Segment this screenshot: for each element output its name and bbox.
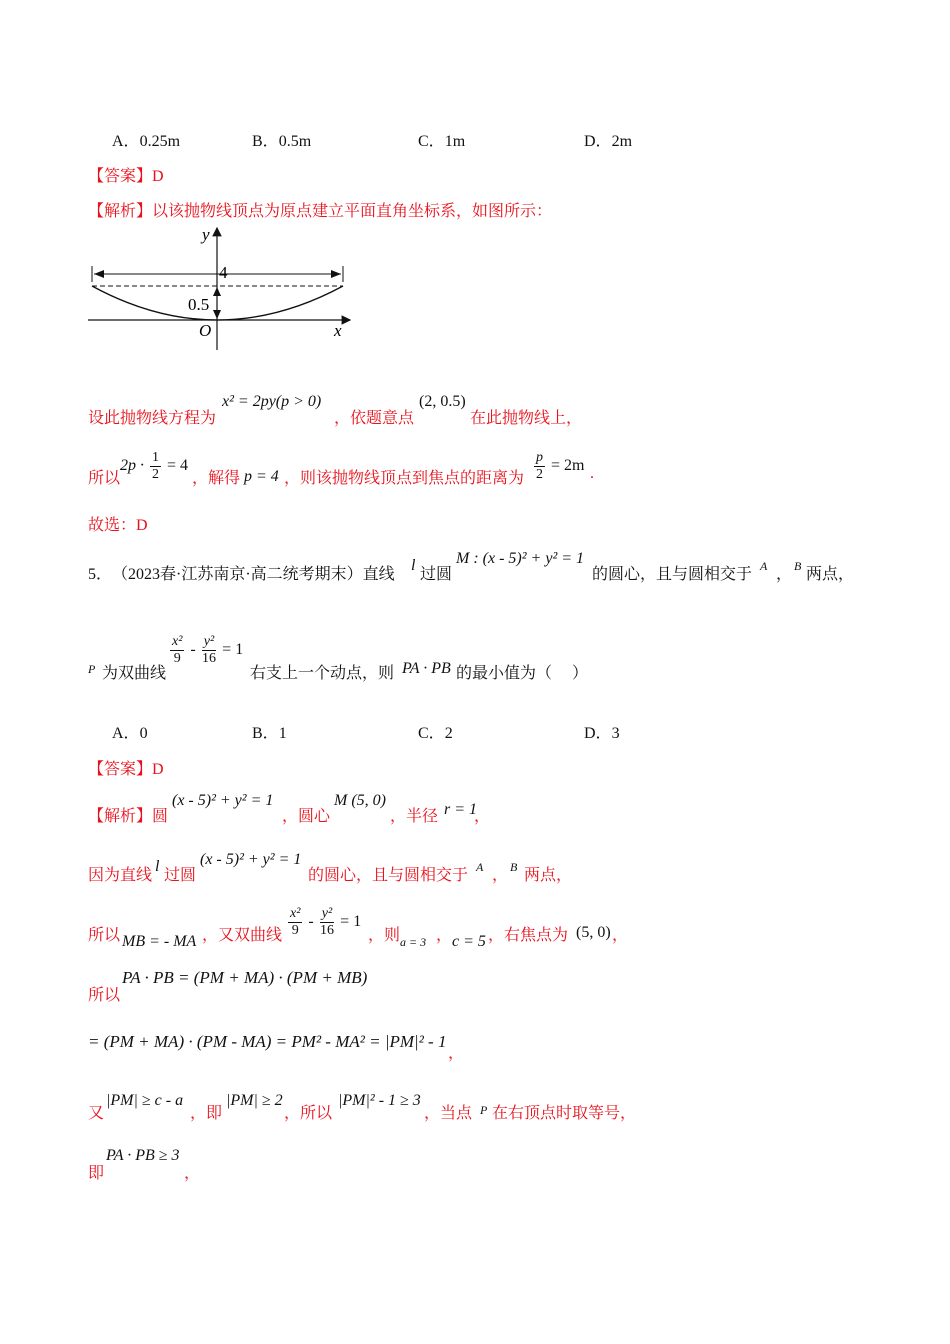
q4-option-c: C．1m bbox=[418, 133, 466, 150]
q5-s6-b: ，即 bbox=[190, 1105, 223, 1122]
q5-line-l: l bbox=[411, 557, 416, 574]
q5-s3-hyperbola: $\frac{\text{x²}}{9}$ - $\frac{\text{y²}}{16}$ = 1 bbox=[290, 906, 362, 938]
width-label: 4 bbox=[219, 263, 228, 282]
q4-line2-result: $\frac{p}{2}$ = 2m bbox=[536, 450, 585, 482]
q5-s2-l: l bbox=[155, 858, 160, 875]
q5-s3-c: ，则 bbox=[368, 927, 401, 944]
y-axis-label: y bbox=[202, 225, 210, 244]
q4-line2-eq: 2p · $\frac{1}{2}$ = 4 bbox=[120, 450, 189, 482]
q5-dot-product: PA · PB bbox=[402, 660, 451, 677]
q4-line1-eq: x² = 2py(p > 0) bbox=[222, 393, 322, 410]
q5-s4-eq: PA · PB = (PM + MA) · (PM + MB) bbox=[122, 968, 368, 987]
q5-s1-c: ，半径 bbox=[390, 808, 439, 825]
q5-s6-eq3: |PM|² - 1 ≥ 3 bbox=[338, 1092, 421, 1109]
q5-s3-focus: (5, 0) bbox=[576, 924, 611, 941]
q4-option-a: A．0.25m bbox=[112, 133, 181, 150]
q5-number: 5． bbox=[88, 566, 113, 583]
q5-s3-eq: MB = - MA bbox=[122, 933, 197, 950]
q5-s2-b: 过圆 bbox=[164, 867, 197, 884]
origin-label: O bbox=[199, 321, 212, 340]
q5-s6-c: ，所以 bbox=[284, 1105, 333, 1122]
q5-s7-end: ， bbox=[184, 1165, 201, 1182]
q4-line1: 设此抛物线方程为 bbox=[88, 410, 217, 427]
q5-point-p: P bbox=[88, 662, 96, 676]
q4-analysis: 【解析】以该抛物线顶点为原点建立平面直角坐标系，如图所示： bbox=[88, 203, 553, 220]
q5-s1-b: ，圆心 bbox=[282, 808, 331, 825]
q5-s6-eq2: |PM| ≥ 2 bbox=[226, 1092, 283, 1109]
q5-s3-b: ，又双曲线 bbox=[202, 927, 283, 944]
q5-t4: 为双曲线 bbox=[102, 665, 167, 682]
q4-line2-b: ，解得 bbox=[192, 470, 241, 487]
q5-s6-a: 又 bbox=[88, 1105, 105, 1122]
q5-s6-eq1: |PM| ≥ c - a bbox=[106, 1092, 184, 1109]
q4-line2-end: . bbox=[590, 465, 594, 482]
q5-answer: 【答案】D bbox=[88, 761, 164, 778]
q5-s5-eq: = (PM + MA) · (PM - MA) = PM² - MA² = |PM|² - 1 bbox=[88, 1032, 447, 1051]
q5-s1-d: ， bbox=[474, 808, 491, 825]
q5-s6-p: P bbox=[480, 1103, 488, 1117]
q5-option-d: D．3 bbox=[584, 725, 620, 742]
q5-s3-e: ， bbox=[612, 927, 629, 944]
q4-line2-c: ，则该抛物线顶点到焦点的距离为 bbox=[284, 470, 525, 487]
q4-option-b: B．0.5m bbox=[252, 133, 312, 150]
q5-s2-d: 两点， bbox=[524, 867, 573, 884]
q5-s3-a: 所以 bbox=[88, 927, 121, 944]
q5-option-a: A．0 bbox=[112, 725, 148, 742]
q5-t2: 的圆心，且与圆相交于 bbox=[592, 566, 753, 583]
q4-line2-a: 所以 bbox=[88, 470, 121, 487]
q5-point-a: A bbox=[760, 559, 768, 573]
q5-s3-a3: a = 3 bbox=[400, 935, 427, 949]
x-axis-label: x bbox=[334, 321, 342, 340]
q5-option-b: B．1 bbox=[252, 725, 287, 742]
q4-answer: 【答案】D bbox=[88, 168, 164, 185]
q4-line1-b: ，依题意点 bbox=[334, 410, 415, 427]
q5-s6-e: 在右顶点时取等号， bbox=[492, 1105, 637, 1122]
q5-source: （2023春·江苏南京·高二统考期末）直线 bbox=[112, 566, 395, 583]
q5-options bbox=[112, 720, 812, 742]
q5-s2-b-point: B bbox=[510, 860, 518, 874]
q5-s3-c5: c = 5 bbox=[452, 933, 486, 950]
q4-option-d: D．2m bbox=[584, 133, 633, 150]
q5-circle: M : (x - 5)² + y² = 1 bbox=[456, 550, 585, 567]
q5-t1: 过圆 bbox=[420, 566, 453, 583]
q5-s1-center: M (5, 0) bbox=[334, 792, 386, 809]
q4-options bbox=[112, 128, 812, 150]
q5-s1-r: r = 1 bbox=[444, 801, 478, 818]
parabola-figure bbox=[80, 222, 370, 352]
q5-s2-circle: (x - 5)² + y² = 1 bbox=[200, 851, 302, 868]
q5-t5: 右支上一个动点，则 bbox=[250, 665, 395, 682]
q5-option-c: C．2 bbox=[418, 725, 453, 742]
q4-line1-c: 在此抛物线上， bbox=[470, 410, 583, 427]
q5-s7-a: 即 bbox=[88, 1165, 105, 1182]
q5-s4-a: 所以 bbox=[88, 987, 121, 1004]
q5-s2-a: 因为直线 bbox=[88, 867, 153, 884]
q5-s7-eq: PA · PB ≥ 3 bbox=[106, 1147, 180, 1164]
q5-s2-a-point: A bbox=[476, 860, 484, 874]
q5-point-b: B bbox=[794, 559, 802, 573]
q5-s6-d: ，当点 bbox=[424, 1105, 473, 1122]
q5-t3: 两点， bbox=[806, 566, 855, 583]
q5-s2-sep: ， bbox=[492, 867, 509, 884]
q5-s1-circle: (x - 5)² + y² = 1 bbox=[172, 792, 274, 809]
q5-s2-c: 的圆心，且与圆相交于 bbox=[308, 867, 469, 884]
q5-sep: ， bbox=[776, 566, 793, 583]
q5-s5-end: ， bbox=[448, 1045, 465, 1062]
depth-label: 0.5 bbox=[188, 295, 210, 314]
q5-s1-label: 【解析】圆 bbox=[88, 808, 169, 825]
q5-hyperbola: $\frac{\text{x²}}{9}$ - $\frac{\text{y²}}{16}$ = 1 bbox=[172, 634, 244, 666]
q5-s3-sep: ， bbox=[436, 927, 453, 944]
q4-choose: 故选：D bbox=[88, 517, 148, 534]
q5-s3-d: ，右焦点为 bbox=[488, 927, 569, 944]
q5-t6: 的最小值为（ ） bbox=[456, 665, 589, 682]
q4-line1-point: (2, 0.5) bbox=[419, 393, 466, 410]
q4-line2-p: p = 4 bbox=[244, 468, 279, 485]
